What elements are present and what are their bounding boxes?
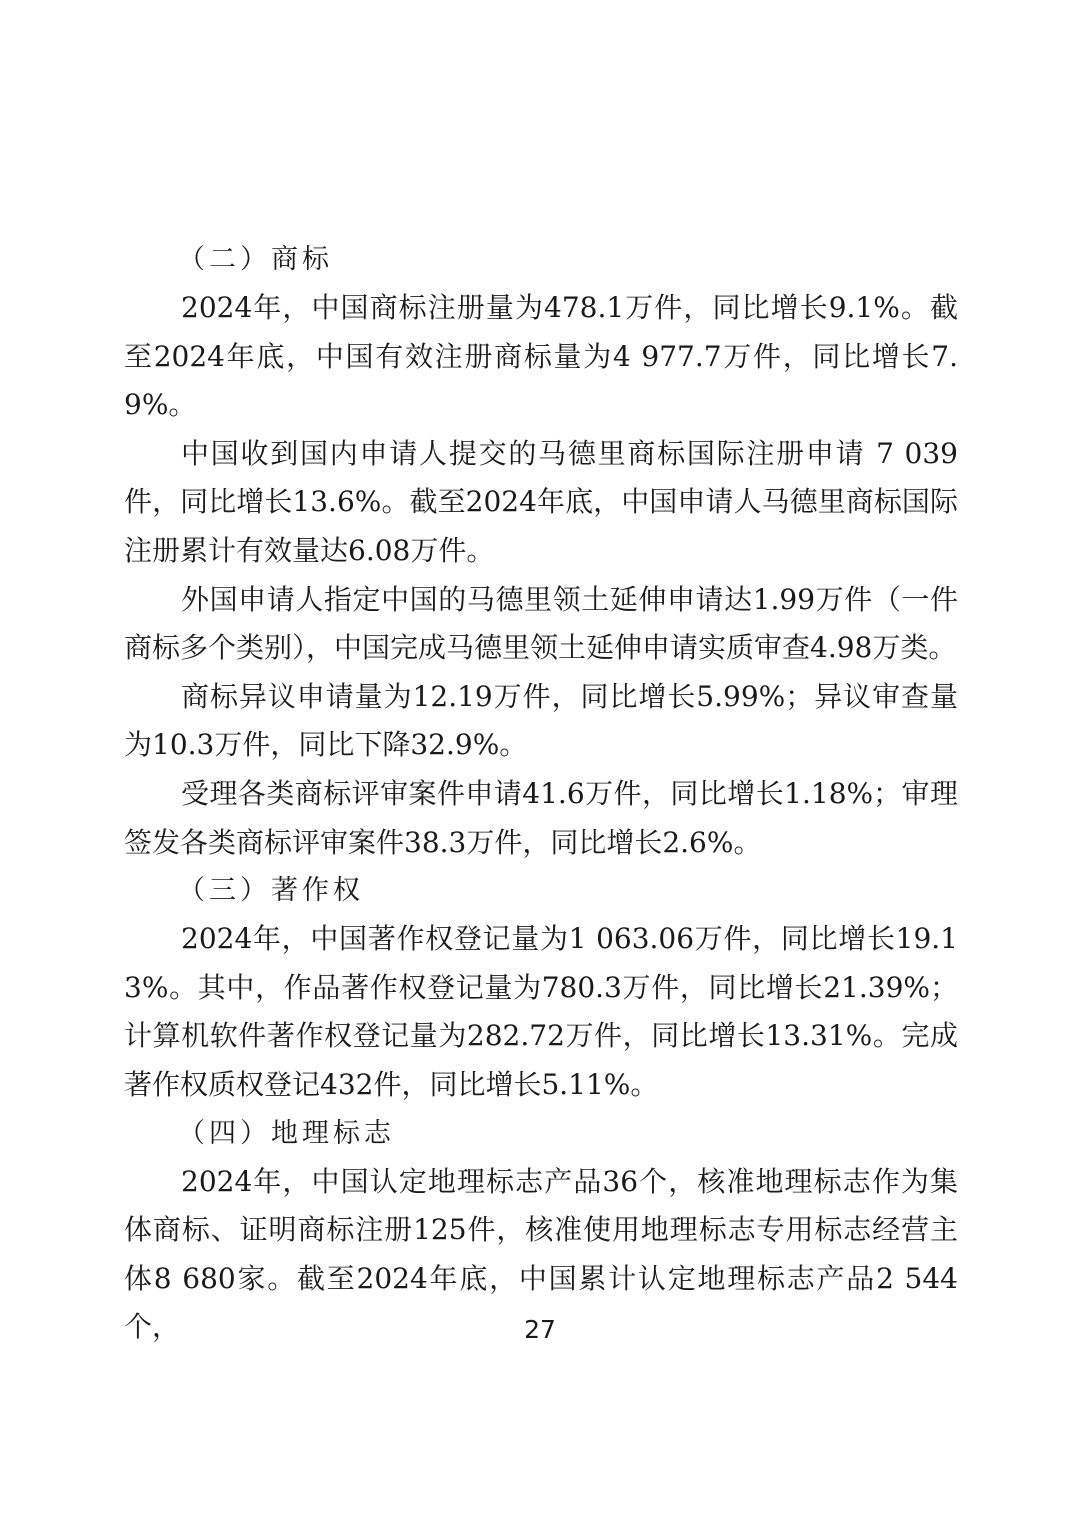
section-copyright <box>124 867 958 1109</box>
section-heading: （四）地理标志 <box>178 1117 395 1149</box>
section-heading: （三）著作权 <box>178 875 364 907</box>
section-heading: （二）商标 <box>178 244 333 275</box>
paragraph: 受理各类商标评审案件申请41.6万件，同比增长1.18%；审理签发各类商标评审案件38.3万件，同比增长2.6%。 <box>124 776 958 859</box>
paragraph: 2024年，中国著作权登记量为1 063.06万件，同比增长19.13%。其中，作品著作权登记量为780.3万件，同比增长21.39%；计算机软件著作权登记量为282.72万件，同比增长13.31%。完成著作权质权登记432件，同比增长5.11%。 <box>124 922 958 1101</box>
paragraph: 2024年，中国商标注册量为478.1万件，同比增长9.1%。截至2024年底，中国有效注册商标量为4 977.7万件，同比增长7.9%。 <box>124 291 958 422</box>
page-number: 27 <box>524 1315 556 1344</box>
paragraph: 中国收到国内申请人提交的马德里商标国际注册申请 7 039件，同比增长13.6%。截至2024年底，中国申请人马德里商标国际注册累计有效量达6.08万件。 <box>124 436 958 567</box>
paragraph: 2024年，中国认定地理标志产品36个，核准地理标志作为集体商标、证明商标注册125件，核准使用地理标志专用标志经营主体8 680家。截至2024年底，中国累计认定地理标志产品2 544个， <box>124 1164 958 1344</box>
section-trademark <box>124 236 958 867</box>
paragraph: 外国申请人指定中国的马德里领土延伸申请达1.99万件（一件商标多个类别），中国完成马德里领土延伸申请实质审查4.98万类。 <box>124 582 958 665</box>
paragraph: 商标异议申请量为12.19万件，同比增长5.99%；异议审查量为10.3万件，同比下降32.9%。 <box>124 679 958 762</box>
document-body <box>124 236 958 1352</box>
